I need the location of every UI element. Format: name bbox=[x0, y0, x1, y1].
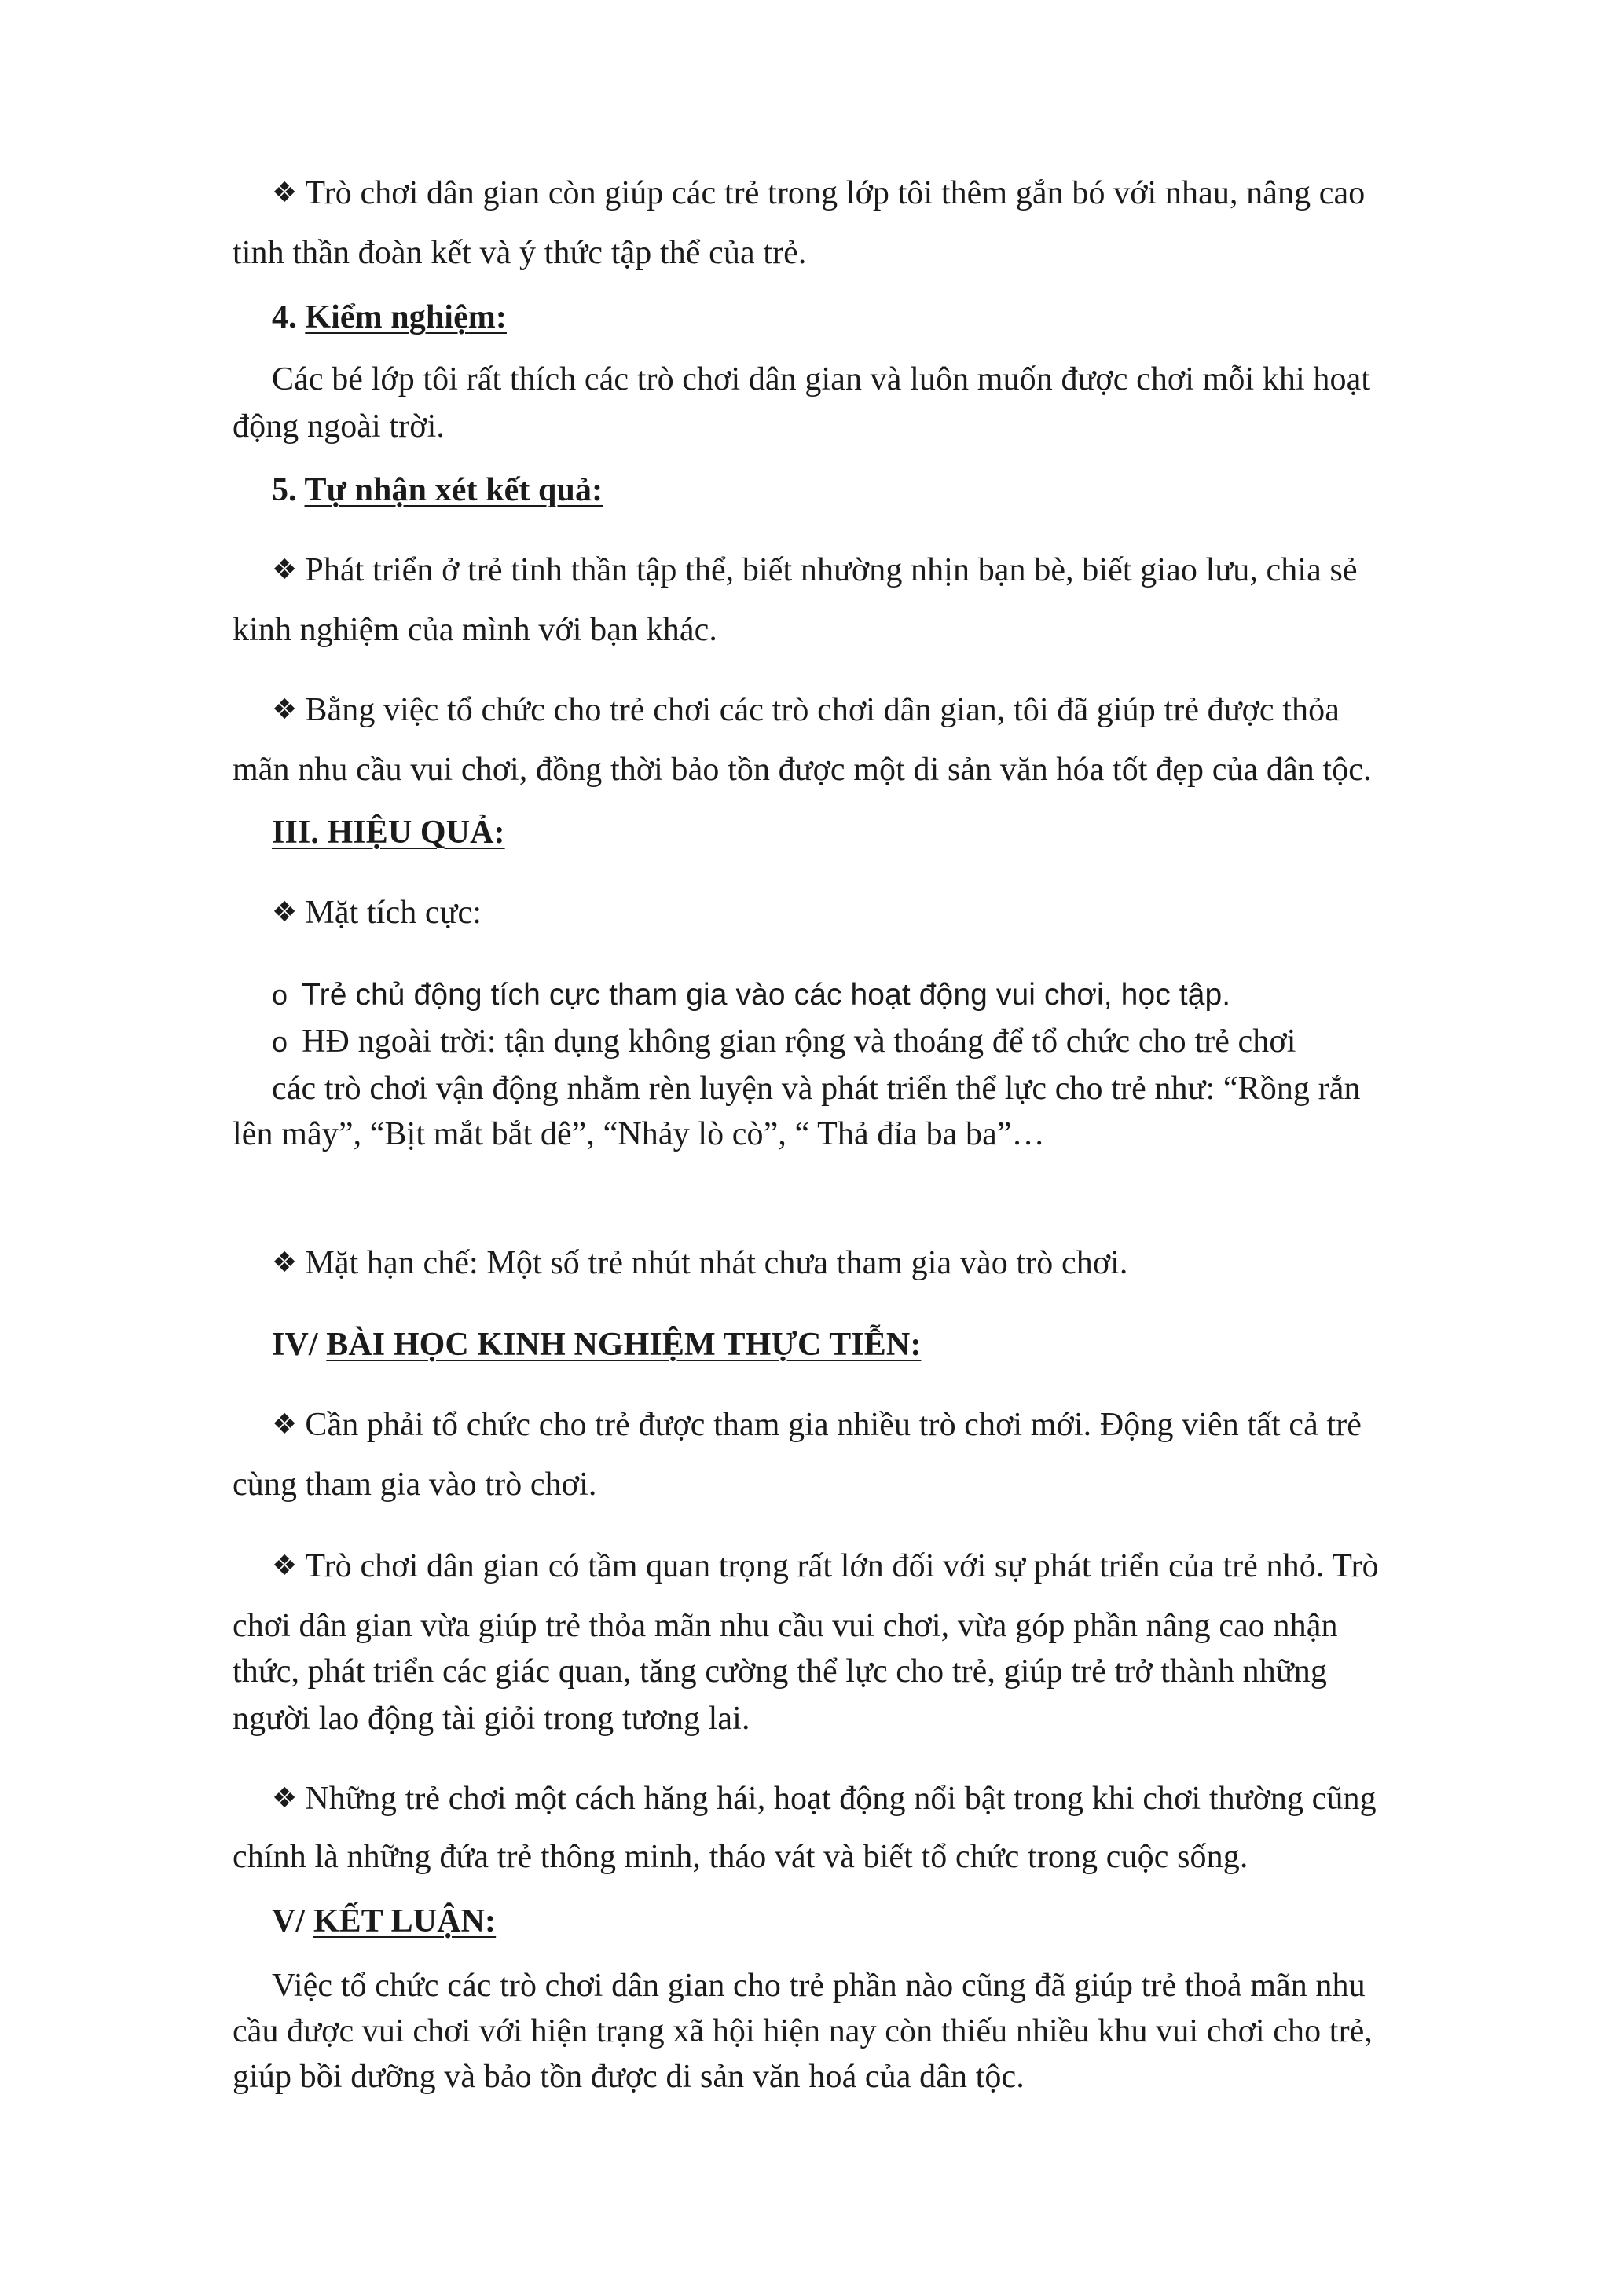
paragraph-text: Trò chơi dân gian còn giúp các trẻ trong lớp tôi thêm gắn bó với nhau, nâng cao bbox=[305, 175, 1366, 211]
section-v-line-2: cầu được vui chơi với hiện trạng xã hội hiện nay còn thiếu nhiều khu vui chơi cho trẻ, bbox=[233, 2013, 1373, 2049]
section-iv-heading bbox=[272, 1323, 921, 1367]
section-iv-bullet-2-line-4: người lao động tài giỏi trong tương lai. bbox=[233, 1701, 750, 1737]
negative-aspect bbox=[272, 1241, 1128, 1287]
section-iv-bullet-3-line-2: chính là những đứa trẻ thông minh, tháo vát và biết tổ chức trong cuộc sống. bbox=[233, 1839, 1248, 1875]
paragraph-text: Những trẻ chơi một cách hăng hái, hoạt động nổi bật trong khi chơi thường cũng bbox=[305, 1781, 1377, 1817]
circle-bullet-icon: o bbox=[272, 979, 288, 1011]
paragraph-text: Trò chơi dân gian có tầm quan trọng rất lớn đối với sự phát triển của trẻ nhỏ. Trò bbox=[305, 1548, 1379, 1584]
diamond-bullet-icon: ❖ bbox=[272, 1408, 298, 1441]
diamond-bullet-icon: ❖ bbox=[272, 1782, 298, 1814]
diamond-bullet-icon: ❖ bbox=[272, 554, 298, 586]
positive-aspect-label bbox=[272, 891, 482, 936]
section-number: V/ bbox=[272, 1903, 306, 1939]
section-iv-bullet-1-line-2: cùng tham gia vào trò chơi. bbox=[233, 1467, 597, 1503]
diamond-bullet-icon: ❖ bbox=[272, 177, 298, 209]
positive-sub-item-2-line-2: các trò chơi vận động nhằm rèn luyện và phát triển thể lực cho trẻ như: “Rồng rắn bbox=[272, 1071, 1361, 1107]
section-iv-bullet-2-line-1 bbox=[272, 1544, 1379, 1590]
paragraph-text: Mặt tích cực: bbox=[305, 895, 482, 931]
circle-bullet-icon: o bbox=[272, 1026, 288, 1058]
positive-sub-item-1 bbox=[272, 972, 1230, 1017]
section-v-heading bbox=[272, 1899, 496, 1943]
section-v-line-3: giúp bồi dưỡng và bảo tồn được di sản văn hoá của dân tộc. bbox=[233, 2059, 1025, 2095]
section-title: KẾT LUẬN: bbox=[313, 1903, 497, 1939]
section-number: 5. bbox=[272, 472, 297, 508]
section-5-bullet-1-line-2: kinh nghiệm của mình với bạn khác. bbox=[233, 612, 717, 648]
diamond-bullet-icon: ❖ bbox=[272, 1550, 298, 1582]
section-5-bullet-1-line-1 bbox=[272, 548, 1358, 594]
section-iv-bullet-2-line-2: chơi dân gian vừa giúp trẻ thỏa mãn nhu cầu vui chơi, vừa góp phần nâng cao nhận bbox=[233, 1608, 1338, 1644]
diamond-bullet-icon: ❖ bbox=[272, 1247, 298, 1279]
section-5-heading bbox=[272, 468, 603, 512]
section-number: IV/ bbox=[272, 1327, 318, 1363]
section-4-heading bbox=[272, 295, 507, 339]
diamond-bullet-icon: ❖ bbox=[272, 694, 298, 726]
section-number: 4. bbox=[272, 299, 297, 335]
section-iv-bullet-3-line-1 bbox=[272, 1777, 1377, 1822]
positive-sub-item-2-line-1 bbox=[272, 1020, 1296, 1064]
section-iv-bullet-2-line-3: thức, phát triển các giác quan, tăng cường thể lực cho trẻ, giúp trẻ trở thành những bbox=[233, 1653, 1327, 1690]
section-5-bullet-2-line-1 bbox=[272, 688, 1340, 734]
section-iii-heading: III. HIỆU QUẢ: bbox=[272, 815, 505, 851]
paragraph-text: Bằng việc tổ chức cho trẻ chơi các trò chơi dân gian, tôi đã giúp trẻ được thỏa bbox=[305, 692, 1340, 728]
section-4-line-2: động ngoài trời. bbox=[233, 408, 445, 445]
section-4-line-1: Các bé lớp tôi rất thích các trò chơi dân gian và luôn muốn được chơi mỗi khi hoạt bbox=[272, 361, 1371, 397]
intro-bullet-line-1 bbox=[272, 171, 1365, 217]
section-v-line-1: Việc tổ chức các trò chơi dân gian cho trẻ phần nào cũng đã giúp trẻ thoả mãn nhu bbox=[272, 1968, 1366, 2004]
section-title: BÀI HỌC KINH NGHIỆM THỰC TIỄN: bbox=[326, 1327, 922, 1363]
paragraph-text: Phát triển ở trẻ tinh thần tập thể, biết nhường nhịn bạn bè, biết giao lưu, chia sẻ bbox=[305, 552, 1358, 588]
paragraph-text: HĐ ngoài trời: tận dụng không gian rộng và thoáng để tổ chức cho trẻ chơi bbox=[302, 1023, 1296, 1060]
section-title: Tự nhận xét kết quả: bbox=[304, 472, 603, 508]
intro-bullet-line-2: tinh thần đoàn kết và ý thức tập thể của trẻ. bbox=[233, 235, 807, 271]
section-title: Kiểm nghiệm: bbox=[305, 299, 507, 335]
section-iv-bullet-1-line-1 bbox=[272, 1403, 1362, 1448]
paragraph-text: Cần phải tổ chức cho trẻ được tham gia nhiều trò chơi mới. Động viên tất cả trẻ bbox=[305, 1407, 1362, 1443]
diamond-bullet-icon: ❖ bbox=[272, 896, 298, 928]
paragraph-text: Mặt hạn chế: Một số trẻ nhút nhát chưa tham gia vào trò chơi. bbox=[305, 1245, 1128, 1281]
section-5-bullet-2-line-2: mãn nhu cầu vui chơi, đồng thời bảo tồn được một di sản văn hóa tốt đẹp của dân tộc. bbox=[233, 752, 1372, 788]
paragraph-text: Trẻ chủ động tích cực tham gia vào các hoạt động vui chơi, học tập. bbox=[302, 978, 1231, 1012]
positive-sub-item-2-line-3: lên mây”, “Bịt mắt bắt dê”, “Nhảy lò cò”, “ Thả đỉa ba ba”… bbox=[233, 1116, 1045, 1152]
